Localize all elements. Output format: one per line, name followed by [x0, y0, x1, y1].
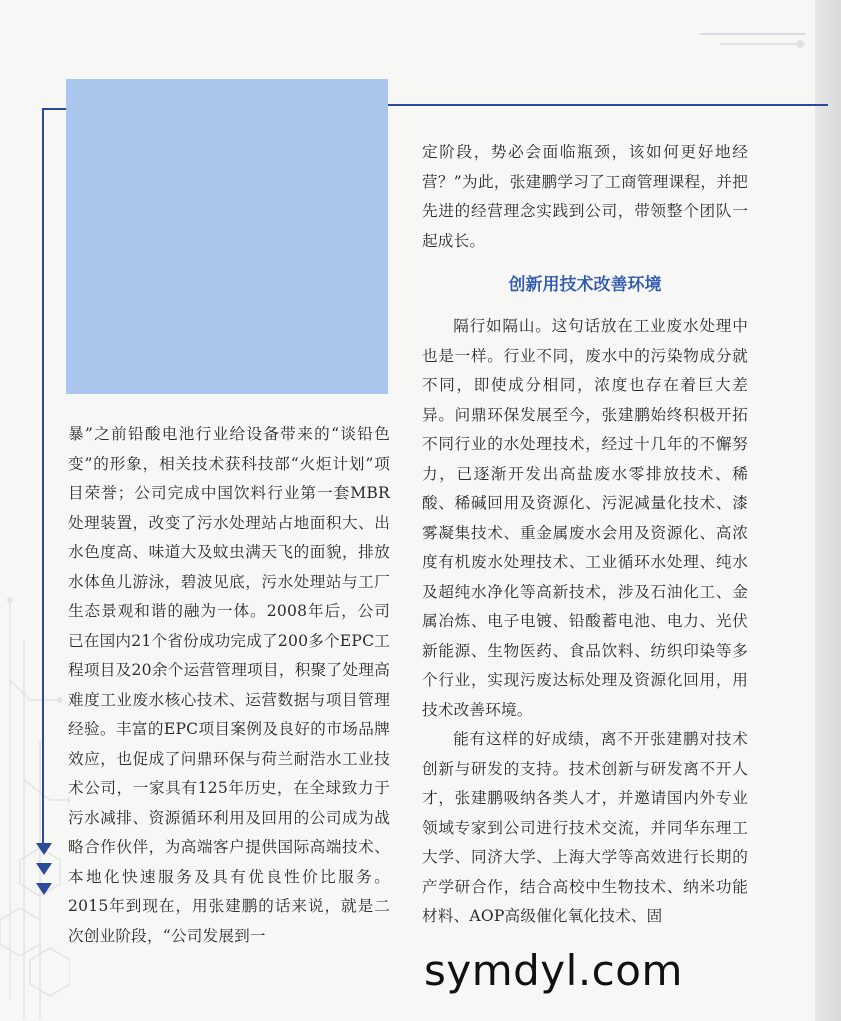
- decorative-circuit-graphic: [0, 560, 70, 1021]
- accent-rule-left-vertical: [42, 108, 44, 843]
- accent-rule-left-horizontal: [42, 108, 66, 110]
- page-edge: [815, 0, 841, 1021]
- paragraph-2: 能有这样的好成绩，离不开张建鹏对技术创新与研发的支持。技术创新与研发离不开人才，张建鹏吸纳各类人才，并邀请国内外专业领域专家到公司进行技术交流，并同华东理工大学、同济大学、上海大学等高效进行长期的产学研合作，结合高校中生物技术、纳米功能材料、AOP高级催化氧化技术、固: [422, 730, 748, 925]
- photo-placeholder: [66, 79, 388, 394]
- watermark: symdyl.com: [424, 946, 683, 995]
- section-heading: 创新用技术改善环境: [508, 275, 662, 295]
- left-column: [68, 420, 390, 951]
- left-column-text: 暴”之前铅酸电池行业给设备带来的“谈铅色变”的形象，相关技术获科技部“火炬计划”项目荣誉；公司完成中国饮料行业第一套MBR处理装置，改变了污水处理站占地面积大、出水色度高、味道大及蚊虫满天飞的面貌，排放水体鱼儿游泳，碧波见底，污水处理站与工厂生态景观和谐的融为一体。2008年后，公司已在国内21个省份成功完成了200多个EPC工程项目及20余个运营管理项目，积聚了处理高难度工业废水核心技术、运营数据与项目管理经验。丰富的EPC项目案例及良好的市场品牌效应，也促成了问鼎环保与荷兰耐浩水工业技术公司，一家具有125年历史，在全球致力于污水减排、资源循环利用及回用的公司成为战略合作伙伴，为高端客户提供国际高端技术、本地化快速服务及具有优良性价比服务。2015年到现在，用张建鹏的话来说，就是二次创业阶段，“公司发展到一: [68, 425, 390, 945]
- right-column-intro-text: 定阶段，势必会面临瓶颈，该如何更好地经营？”为此，张建鹏学习了工商管理课程，并把先进的经营理念实践到公司，带领整个团队一起成长。: [422, 143, 748, 250]
- down-arrows-icon: [36, 843, 52, 899]
- accent-rule-top: [388, 104, 828, 106]
- right-column-intro: [422, 138, 748, 256]
- paragraph-1: 隔行如隔山。这句话放在工业废水处理中也是一样。行业不同，废水中的污染物成分就不同，即使成分相同，浓度也存在着巨大差异。问鼎环保发展至今，张建鹏始终积极开拓不同行业的水处理技术，经过十几年的不懈努力，已逐渐开发出高盐废水零排放技术、稀酸、稀碱回用及资源化、污泥减量化技术、漆雾凝集技术、重金属废水会用及资源化、高浓度有机废水处理技术、工业循环水处理、纯水及超纯水净化等高新技术，涉及石油化工、金属冶炼、电子电镀、铅酸蓄电池、电力、光伏新能源、生物医药、食品饮料、纺织印染等多个行业，实现污废达标处理及资源化回用，用技术改善环境。: [422, 317, 748, 719]
- right-column-body: [422, 312, 748, 932]
- decorative-arrow-graphic: [700, 22, 810, 52]
